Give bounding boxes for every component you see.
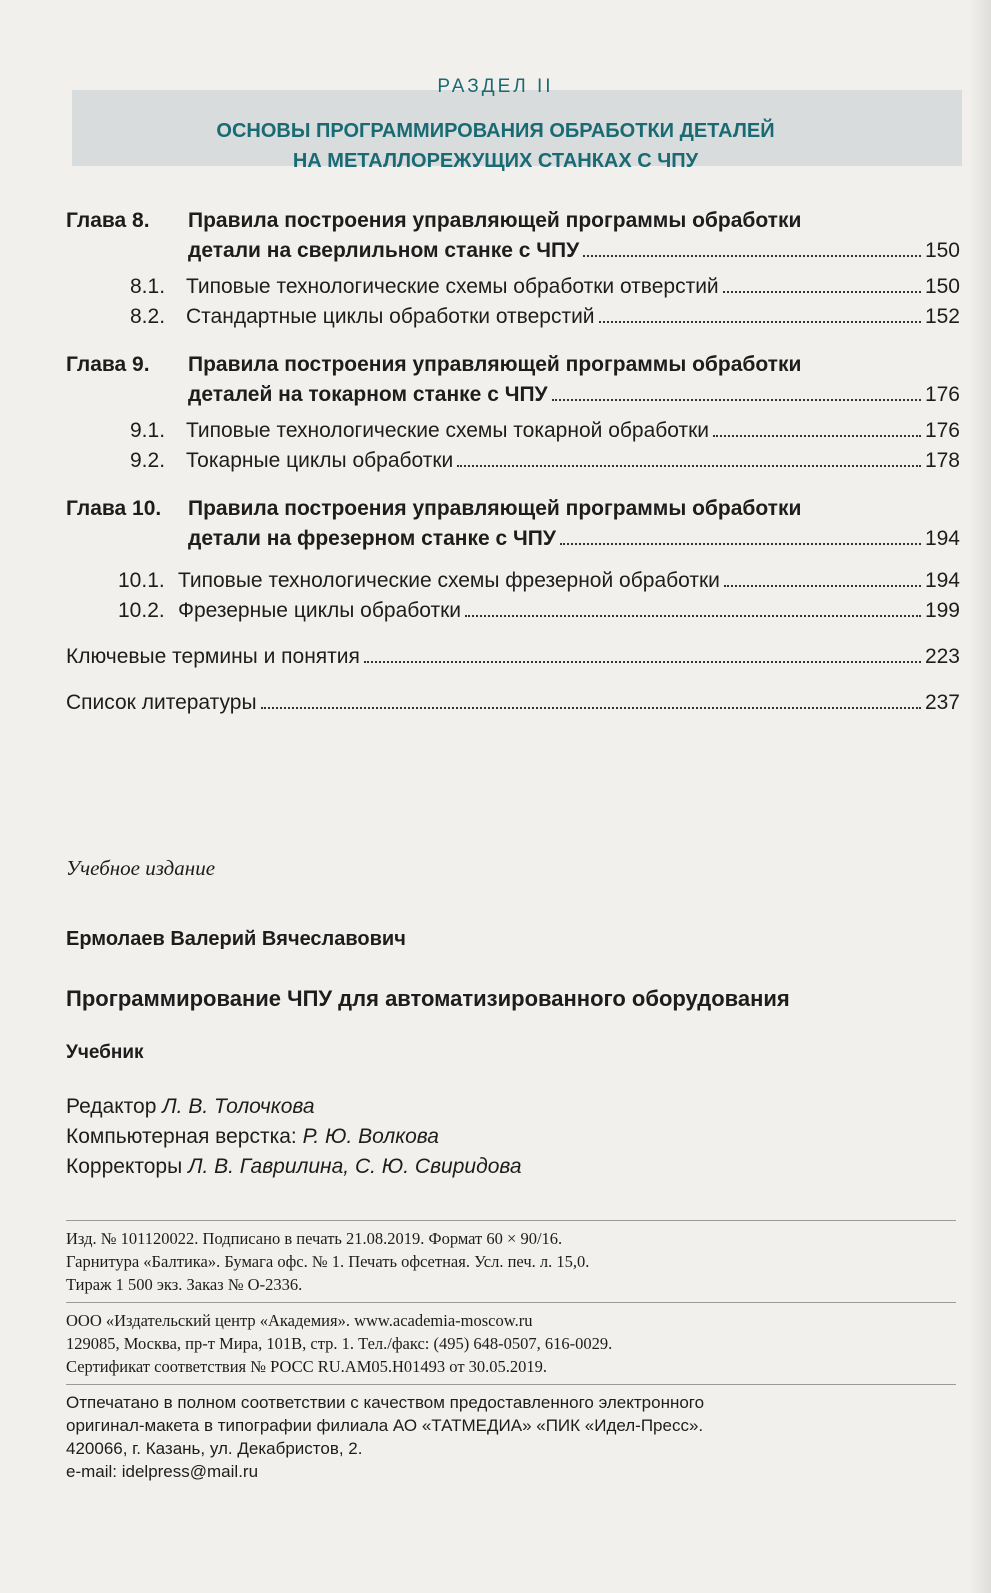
editor-line: Редактор Л. В. Толочкова [66,1095,315,1118]
toc-chapter-10 [66,494,960,554]
toc-entry-9-1 [66,416,960,446]
page-number: 150 [924,239,960,262]
chapter-title: Правила построения управляющей программы обработки [188,209,802,232]
entry-title: Типовые технологические схемы обработки отверстий [186,275,719,298]
credits [66,1092,960,1182]
entry-number: 9.2. [130,449,166,472]
page-number: 237 [924,691,960,714]
entry-title: Ключевые термины и понятия [66,645,360,668]
dot-leader [583,255,921,257]
toc-entry-bibliography [66,688,960,718]
toc-entry-10-2 [66,596,960,626]
entry-title: Типовые технологические схемы фрезерной обработки [178,569,720,592]
toc-entry-8-1 [66,272,960,302]
section-title [0,116,991,176]
dot-leader [261,707,921,709]
book-title: Программирование ЧПУ для автоматизированного оборудования [66,986,790,1011]
dot-leader [364,661,921,663]
entry-title: Стандартные циклы обработки отверстий [186,305,595,328]
page-number: 150 [924,275,960,298]
entry-number: 10.2. [118,599,165,622]
dot-leader [457,465,921,467]
chapter-number: Глава 10. [66,497,162,520]
entry-title: Токарные циклы обработки [186,449,454,472]
dot-leader [552,399,921,401]
chapter-number: Глава 8. [66,209,150,232]
chapter-number: Глава 9. [66,353,150,376]
table-of-contents [66,198,960,718]
entry-title: Типовые технологические схемы токарной обработки [186,419,710,442]
toc-entry-terms [66,642,960,672]
page-edge-shadow [969,0,991,1593]
dot-leader [599,321,921,323]
dot-leader [724,585,921,587]
entry-title: Список литературы [66,691,257,714]
chapter-title-cont: детали на сверлильном станке с ЧПУ [188,239,580,262]
proofreaders-line: Корректоры Л. В. Гаврилина, С. Ю. Свиридова [66,1155,522,1178]
pub-line: Гарнитура «Балтика». Бумага офс. № 1. Печать офсетная. Усл. печ. л. 15,0. [66,1252,590,1271]
toc-chapter-8 [66,206,960,266]
org-line: 129085, Москва, пр-т Мира, 101В, стр. 1. Тел./факс: (495) 648-0507, 616-0029. [66,1334,613,1353]
entry-number: 10.1. [118,569,165,592]
chapter-title: Правила построения управляющей программы обработки [188,497,802,520]
page-number: 223 [924,645,960,668]
page-number: 176 [924,383,960,406]
page-number: 194 [924,569,960,592]
page-number: 178 [924,449,960,472]
chapter-title: Правила построения управляющей программы обработки [188,353,802,376]
layout-line: Компьютерная верстка: Р. Ю. Волкова [66,1125,439,1148]
print-line: оригинал-макета в типографии филиала АО «ТАТМЕДИА» «ПИК «Идел-Пресс». [66,1416,704,1435]
dot-leader [465,615,921,617]
publication-details [66,1214,960,1483]
edition-type: Учебное издание [66,856,216,880]
chapter-title-cont: деталей на токарном станке с ЧПУ [188,383,548,406]
entry-number: 8.1. [130,275,166,298]
toc-entry-9-2 [66,446,960,476]
entry-number: 9.1. [130,419,166,442]
divider [66,1384,956,1385]
dot-leader [723,291,921,293]
org-line: Сертификат соответствия № РОСС RU.АМ05.Н01493 от 30.05.2019. [66,1357,548,1376]
section-title-line-2: НА МЕТАЛЛОРЕЖУЩИХ СТАНКАХ С ЧПУ [292,150,699,172]
toc-entry-10-1 [66,566,960,596]
section-label: РАЗДЕЛ II [437,76,554,97]
print-line: Отпечатано в полном соответствии с качеством предоставленного электронного [66,1393,705,1412]
pub-line: Изд. № 101120022. Подписано в печать 21.08.2019. Формат 60 × 90/16. [66,1229,563,1248]
toc-entry-8-2 [66,302,960,332]
section-title-line-1: ОСНОВЫ ПРОГРАММИРОВАНИЯ ОБРАБОТКИ ДЕТАЛЕЙ [216,120,775,142]
author-name: Ермолаев Валерий Вячеславович [66,928,406,950]
divider [66,1302,956,1303]
org-line: ООО «Издательский центр «Академия». www.academia-moscow.ru [66,1311,533,1330]
chapter-title-cont: детали на фрезерном станке с ЧПУ [188,527,556,550]
page-number: 176 [924,419,960,442]
entry-number: 8.2. [130,305,166,328]
page-number: 194 [924,527,960,550]
book-kind: Учебник [66,1042,144,1063]
page-number: 152 [924,305,960,328]
pub-line: Тираж 1 500 экз. Заказ № О-2336. [66,1275,303,1294]
dot-leader [560,543,921,545]
divider [66,1220,956,1221]
print-line: 420066, г. Казань, ул. Декабристов, 2. [66,1439,363,1458]
entry-title: Фрезерные циклы обработки [178,599,462,622]
print-line: e-mail: idelpress@mail.ru [66,1462,259,1481]
page-number: 199 [924,599,960,622]
dot-leader [713,435,921,437]
toc-chapter-9 [66,350,960,410]
